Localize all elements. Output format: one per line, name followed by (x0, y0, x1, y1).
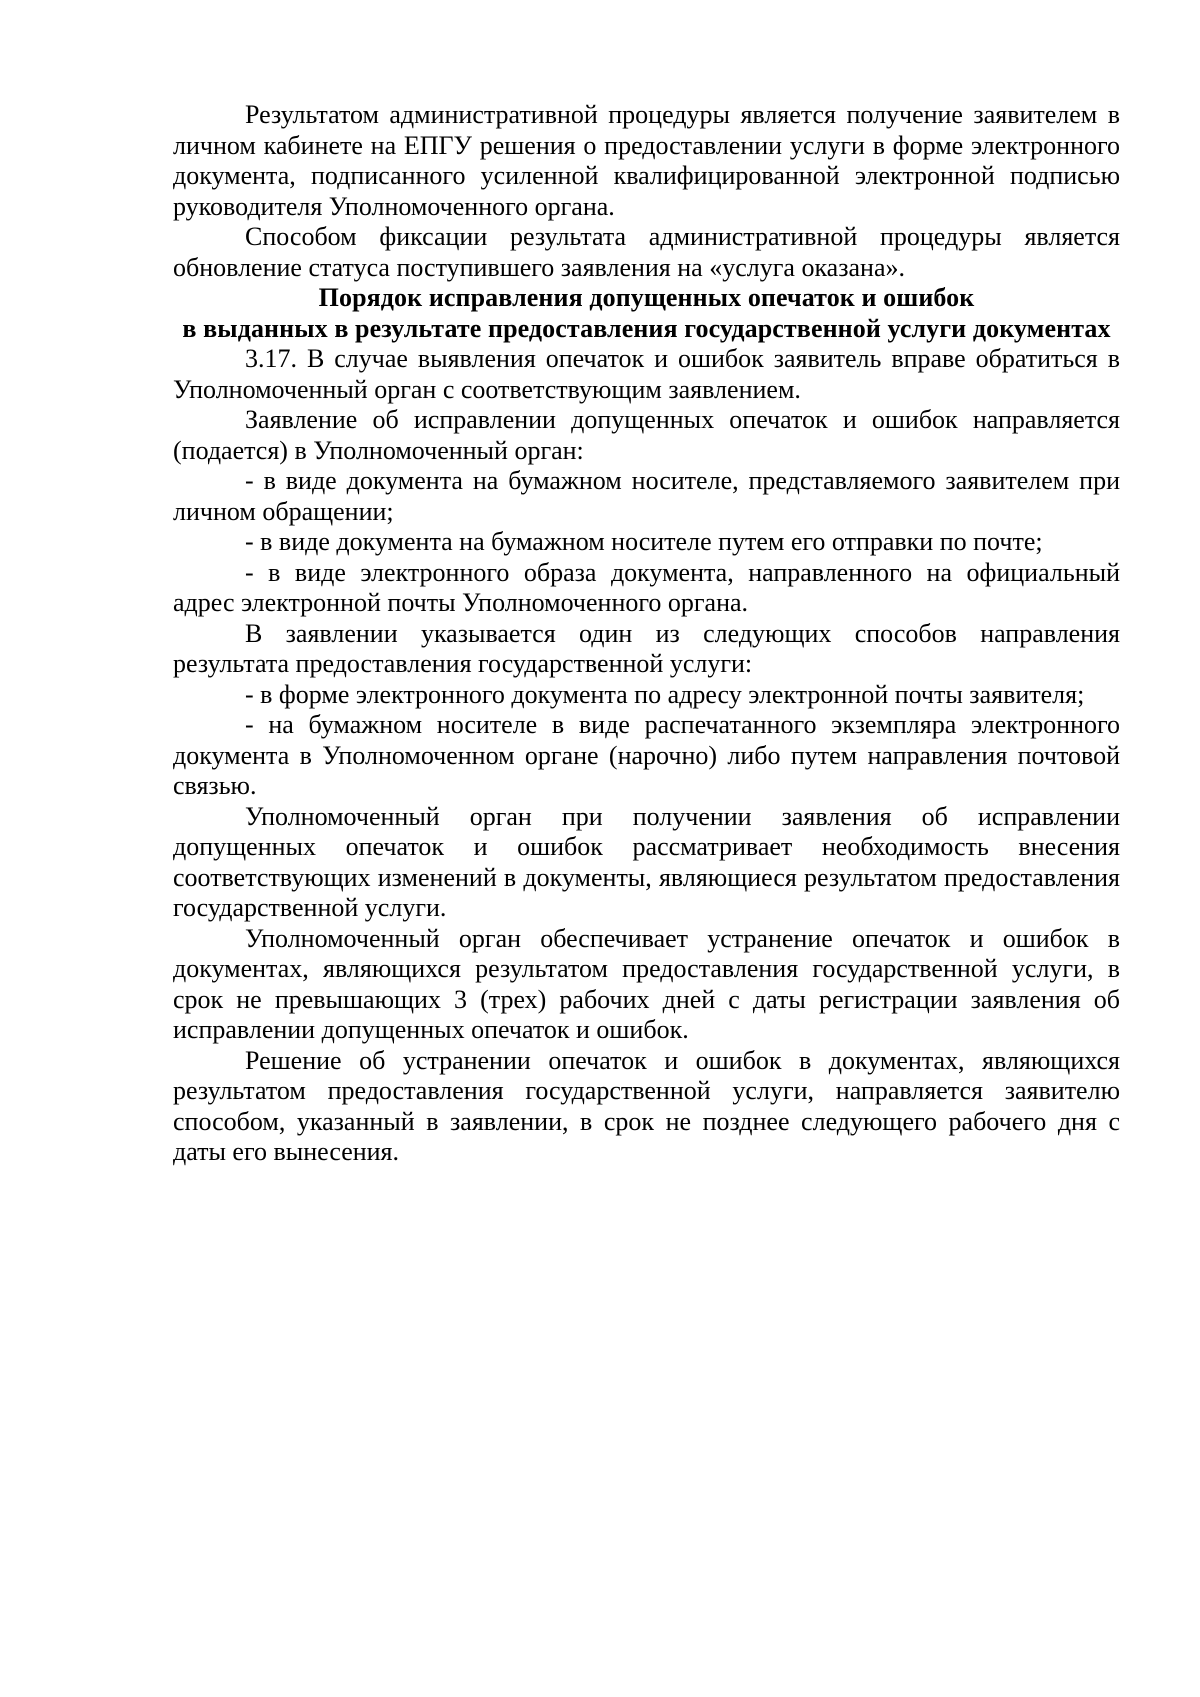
list-item: - в виде электронного образа документа, направленного на официальный адрес электронной почты Уполномоченного органа. (173, 557, 1120, 617)
section-paragraph: 3.17. В случае выявления опечаток и ошибок заявитель вправе обратиться в Уполномоченный орган с соответствующим заявлением. (173, 344, 1120, 404)
section-paragraph: Уполномоченный орган обеспечивает устранение опечаток и ошибок в документах, являющихся результатом предоставления государственной услуги, в срок не превышающих 3 (трех) рабочих дней с даты регистрации заявления об исправлении допущенных опечаток и ошибок. (173, 923, 1120, 1044)
list-item: - на бумажном носителе в виде распечатанного экземпляра электронного документа в Уполномоченном органе (нарочно) либо путем направления почтовой связью. (173, 710, 1120, 800)
list-item: - в виде документа на бумажном носителе путем его отправки по почте; (245, 527, 1043, 556)
section-heading (173, 283, 1120, 344)
intro-paragraph: Способом фиксации результата административной процедуры является обновление статуса поступившего заявления на «услуга оказана». (173, 222, 1120, 282)
section-heading-line: Порядок исправления допущенных опечаток и ошибок (318, 283, 975, 312)
document-body (173, 100, 1120, 1168)
section-paragraph: В заявлении указывается один из следующих способов направления результата предоставления государственной услуги: (173, 618, 1120, 678)
section-paragraph: Заявление об исправлении допущенных опечаток и ошибок направляется (подается) в Уполномоченный орган: (173, 405, 1120, 465)
list-item: - в виде документа на бумажном носителе, представляемого заявителем при личном обращении; (173, 466, 1120, 526)
section-paragraph: Решение об устранении опечаток и ошибок в документах, являющихся результатом предоставления государственной услуги, направляется заявителю способом, указанный в заявлении, в срок не позднее следующего рабочего дня с даты его вынесения. (173, 1045, 1120, 1166)
section-paragraph: Уполномоченный орган при получении заявления об исправлении допущенных опечаток и ошибок рассматривает необходимость внесения соответствующих изменений в документы, являющиеся результатом предоставления государственной услуги. (173, 801, 1120, 922)
intro-paragraph: Результатом административной процедуры является получение заявителем в личном кабинете на ЕПГУ решения о предоставлении услуги в форме электронного документа, подписанного усиленной квалифицированной электронной подписью руководителя Уполномоченного органа. (173, 100, 1120, 221)
list-item: - в форме электронного документа по адресу электронной почты заявителя; (245, 679, 1085, 709)
section-heading-line: в выданных в результате предоставления государственной услуги документах (182, 313, 1111, 343)
